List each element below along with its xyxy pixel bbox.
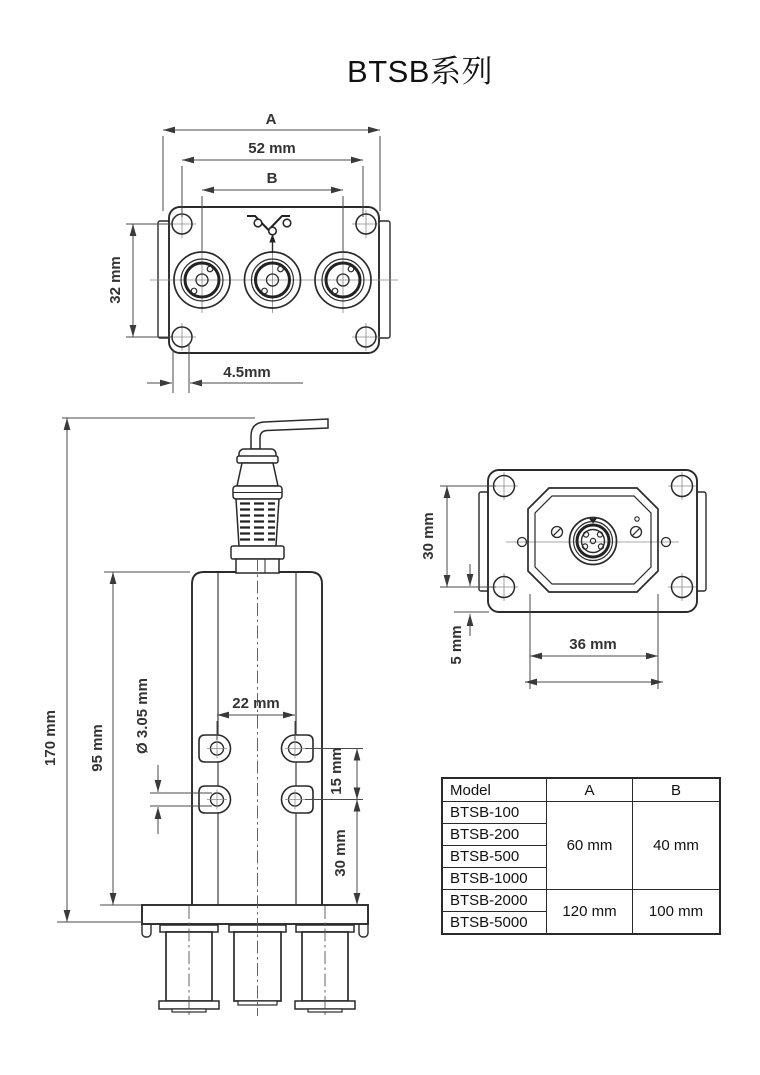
table-header-row — [442, 778, 720, 802]
table-row — [442, 802, 720, 824]
front-view — [42, 418, 368, 1016]
cable — [251, 419, 328, 449]
model-cell: BTSB-500 — [442, 846, 547, 868]
dim-label-95mm: 95 mm — [89, 724, 106, 772]
table-header-model: Model — [442, 778, 547, 802]
page-title: BTSB系列 — [347, 54, 493, 89]
dim-label-170mm: 170 mm — [42, 710, 59, 766]
bottom-cylinders — [159, 925, 355, 1012]
dim-label-b: B — [266, 170, 278, 187]
value-a-group2: 120 mm — [547, 890, 633, 935]
dim-label-32mm: 32 mm — [107, 256, 124, 304]
model-cell: BTSB-5000 — [442, 912, 547, 935]
model-cell: BTSB-2000 — [442, 890, 547, 912]
dim-label-52mm: 52 mm — [248, 140, 296, 157]
model-cell: BTSB-100 — [442, 802, 547, 824]
dim-label-a: A — [265, 111, 277, 128]
spec-table — [441, 777, 721, 935]
model-cell: BTSB-1000 — [442, 868, 547, 890]
side-view-plate — [488, 470, 697, 612]
value-a-group1: 60 mm — [547, 802, 633, 890]
top-view — [107, 111, 398, 393]
table-header-a: A — [547, 778, 633, 802]
dim-label-30mm-side: 30 mm — [420, 512, 437, 560]
model-cell: BTSB-200 — [442, 824, 547, 846]
dim-label-5mm: 5 mm — [448, 625, 465, 665]
dim-label-30mm-front: 30 mm — [332, 829, 349, 877]
value-b-group1: 40 mm — [633, 802, 721, 890]
dim-label-4-5mm: 4.5mm — [223, 364, 271, 381]
table-row — [442, 890, 720, 912]
dim-label-hole-diameter: Ø 3.05 mm — [134, 678, 151, 754]
side-view — [420, 470, 706, 689]
table-header-b: B — [633, 778, 721, 802]
dim-label-22mm: 22 mm — [232, 695, 280, 712]
dim-label-15mm: 15 mm — [328, 747, 345, 795]
dim-label-36mm: 36 mm — [569, 636, 617, 653]
cable-assembly — [231, 419, 328, 573]
value-b-group2: 100 mm — [633, 890, 721, 935]
